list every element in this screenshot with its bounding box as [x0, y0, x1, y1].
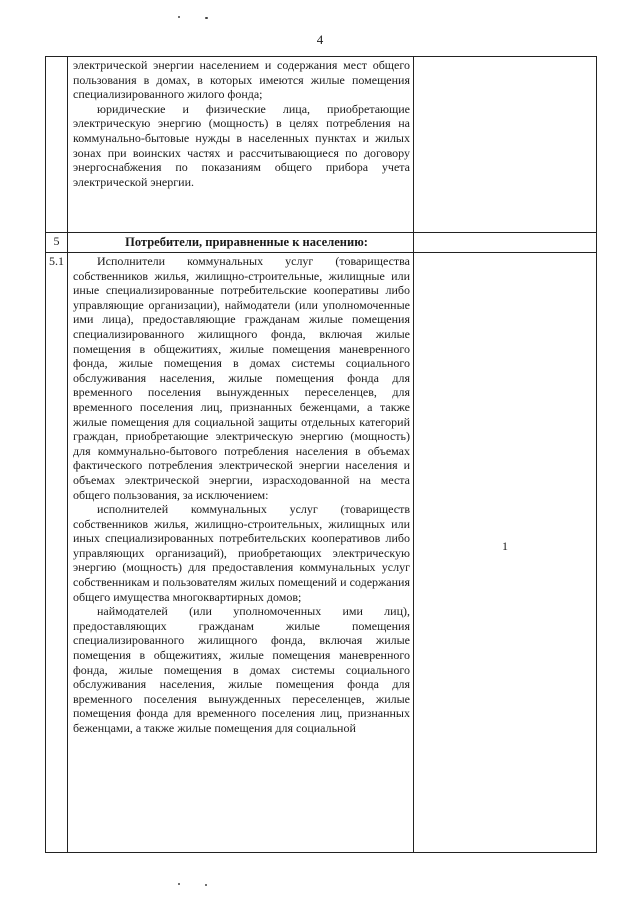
row-value [414, 57, 597, 233]
row-description [68, 57, 414, 233]
row-number: 5.1 [46, 253, 68, 853]
row-description [68, 253, 414, 853]
row-number: 5 [46, 233, 68, 253]
paragraph: юридические и физические лица, приобретающие электрическую энергию (мощность) в целях потребления на коммунально-бытовые нужды в населенных пунктах и жилых зонах при воинских частях и рассчитывающиеся по договору энергоснабжения по показаниям общего прибора учета электрической энергии. [73, 101, 410, 189]
row-description [68, 233, 414, 253]
section-heading: Потребители, приравненные к населению: [125, 235, 368, 249]
page-number: 4 [316, 32, 324, 47]
scan-speck [178, 16, 180, 18]
paragraph: Исполнители коммунальных услуг (товарищества собственников жилья, жилищно-строительные, жилищные или иные специализированные потребительские кооперативы либо управляющие организации), наймодатели (или уполномоченные ими лица), предоставляющие гражданам жилые помещения специализированного жилищного фонда, включая жилые помещения в общежитиях, жилые помещения маневренного фонда, жилые помещения в домах системы социального обслуживания населения, жилые помещения фонда для временного поселения вынужденных переселенцев, для временного поселения лиц, признанных беженцами, а также жилые помещения для социальной защиты отдельных категорий граждан, приобретающие электрическую энергию (мощность) для коммунально-бытового потребления населения в объемах фактического потребления электрической энергии населения и объемах электрической энергии, израсходованной на места общего пользования, за исключением: [73, 254, 410, 502]
paragraph: наймодателей (или уполномоченных ими лиц), предоставляющих гражданам жилые помещения специализированного жилищного фонда, включая жилые помещения в общежитиях, жилые помещения маневренного фонда, жилые помещения в домах системы социального обслуживания населения, жилые помещения фонда для временного поселения вынужденных переселенцев, жилые помещения фонда для временного поселения лиц, признанных беженцами, а также жилые помещения для социальной [73, 604, 410, 735]
row-value [414, 233, 597, 253]
table-row [46, 253, 597, 853]
table-row [46, 57, 597, 233]
paragraph: исполнителей коммунальных услуг (товариществ собственников жилья, жилищно-строительных, жилищных или иных специализированных потребительских кооперативов либо управляющих организаций), приобретающих электрическую энергию (мощность) для предоставления коммунальных услуг собственникам и пользователям жилых помещений и содержания общего имущества многоквартирных домов; [73, 502, 410, 604]
scan-speck [178, 883, 180, 885]
row-value: 1 [414, 253, 597, 853]
paragraph: электрической энергии населением и содержания мест общего пользования в домах, в которых имеются жилые помещения специализированного жилого фонда; [73, 58, 410, 102]
tariff-table [45, 56, 597, 853]
row-number [46, 57, 68, 233]
scan-speck [205, 884, 207, 886]
scan-speck [205, 17, 208, 19]
table-row [46, 233, 597, 253]
